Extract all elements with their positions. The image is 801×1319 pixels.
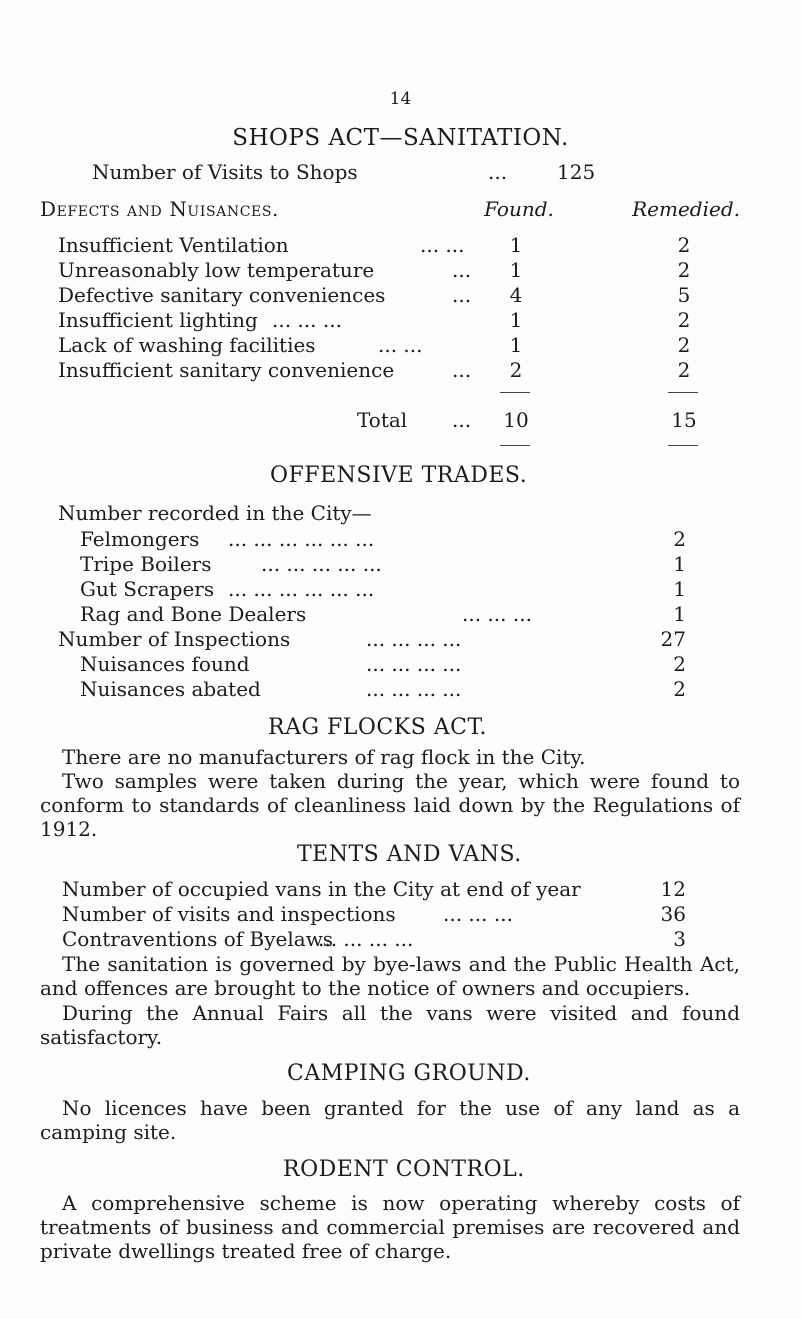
page-number: 14: [389, 89, 412, 109]
vans-value: 3: [673, 927, 686, 951]
trade-value: 2: [673, 527, 686, 551]
rag-flocks-para-1: There are no manufacturers of rag flock in the City.: [62, 745, 586, 769]
tents-vans-para-2: During the Annual Fairs all the vans were visited and found satisfactory.: [40, 1001, 740, 1049]
shops-act-title: SHOPS ACT—SANITATION.: [232, 125, 569, 151]
total-found: 10: [503, 408, 529, 432]
subtotal-rule: [668, 392, 698, 393]
rag-flocks-para-2: Two samples were taken during the year, which were found to conform to standards of cleanliness laid down by the Regulations of 1912.: [40, 769, 740, 841]
defect-label: Unreasonably low temperature: [58, 258, 375, 282]
trade-label: Gut Scrapers: [80, 577, 215, 601]
tents-vans-para-1: The sanitation is governed by bye-laws and the Public Health Act, and offences are brought to the notice of owners and occupiers.: [40, 952, 740, 1000]
vans-dots: ... ... ... ...: [318, 927, 414, 951]
nuisance-value: 2: [673, 652, 686, 676]
defect-label: Lack of washing facilities: [58, 333, 316, 357]
visits-label: Number of Visits to Shops: [92, 160, 358, 184]
col-found-header: Found.: [484, 197, 554, 221]
recorded-label: Number recorded in the City—: [58, 501, 372, 525]
defect-dots: ...: [452, 283, 472, 307]
rag-flocks-title: RAG FLOCKS ACT.: [268, 715, 487, 740]
defect-dots: ... ...: [420, 233, 465, 257]
vans-dots: ... ... ...: [443, 902, 513, 926]
defect-label: Insufficient lighting: [58, 308, 258, 332]
visits-value: 125: [557, 160, 596, 184]
defect-dots: ... ...: [378, 333, 423, 357]
visits-dots: ...: [488, 160, 508, 184]
trade-value: 1: [673, 602, 686, 626]
col-remedied-header: Remedied.: [632, 197, 740, 221]
defect-dots: ...: [452, 358, 472, 382]
defect-found: 1: [509, 308, 523, 332]
total-remedied: 15: [671, 408, 697, 432]
total-label: Total: [357, 408, 408, 432]
defect-found: 1: [509, 333, 523, 357]
rodent-title: RODENT CONTROL.: [283, 1157, 525, 1182]
defect-dots: ... ... ...: [272, 308, 342, 332]
vans-value: 36: [660, 902, 686, 926]
inspections-label: Number of Inspections: [58, 627, 291, 651]
total-rule: [500, 445, 530, 446]
defect-label: Insufficient Ventilation: [58, 233, 289, 257]
defect-remedied: 5: [677, 283, 691, 307]
defect-label: Insufficient sanitary convenience: [58, 358, 395, 382]
inspections-value: 27: [660, 627, 686, 651]
defect-dots: ...: [452, 258, 472, 282]
subtotal-rule: [500, 392, 530, 393]
trade-dots: ... ... ... ... ... ...: [228, 527, 375, 551]
total-dots: ...: [452, 408, 472, 432]
defect-remedied: 2: [677, 308, 691, 332]
trade-value: 1: [673, 577, 686, 601]
nuisance-label: Nuisances abated: [80, 677, 261, 701]
defect-remedied: 2: [677, 258, 691, 282]
defect-found: 2: [509, 358, 523, 382]
trade-label: Felmongers: [80, 527, 200, 551]
vans-label: Contraventions of Byelaws: [62, 927, 334, 951]
nuisance-dots: ... ... ... ...: [366, 677, 462, 701]
nuisance-value: 2: [673, 677, 686, 701]
trade-dots: ... ... ... ... ... ...: [228, 577, 375, 601]
trade-dots: ... ... ...: [462, 602, 532, 626]
nuisance-dots: ... ... ... ...: [366, 652, 462, 676]
offensive-trades-title: OFFENSIVE TRADES.: [270, 463, 528, 488]
defect-remedied: 2: [677, 233, 691, 257]
trade-dots: ... ... ... ... ...: [261, 552, 382, 576]
defect-found: 1: [509, 258, 523, 282]
camping-title: CAMPING GROUND.: [287, 1061, 531, 1086]
vans-label: Number of occupied vans in the City at end of year: [62, 877, 581, 901]
tents-vans-title: TENTS AND VANS.: [297, 842, 522, 867]
trade-value: 1: [673, 552, 686, 576]
nuisance-label: Nuisances found: [80, 652, 250, 676]
total-rule: [668, 445, 698, 446]
defect-remedied: 2: [677, 358, 691, 382]
inspections-dots: ... ... ... ...: [366, 627, 462, 651]
vans-value: 12: [660, 877, 686, 901]
trade-label: Rag and Bone Dealers: [80, 602, 307, 626]
defect-label: Defective sanitary conveniences: [58, 283, 386, 307]
defects-heading: Defects and Nuisances.: [40, 197, 279, 221]
defect-found: 4: [509, 283, 523, 307]
rodent-para: A comprehensive scheme is now operating whereby costs of treatments of business and commercial premises are recovered and private dwellings treated free of charge.: [40, 1191, 740, 1263]
defect-found: 1: [509, 233, 523, 257]
vans-label: Number of visits and inspections: [62, 902, 396, 926]
defect-remedied: 2: [677, 333, 691, 357]
trade-label: Tripe Boilers: [80, 552, 212, 576]
camping-para: No licences have been granted for the use of any land as a camping site.: [40, 1096, 740, 1144]
